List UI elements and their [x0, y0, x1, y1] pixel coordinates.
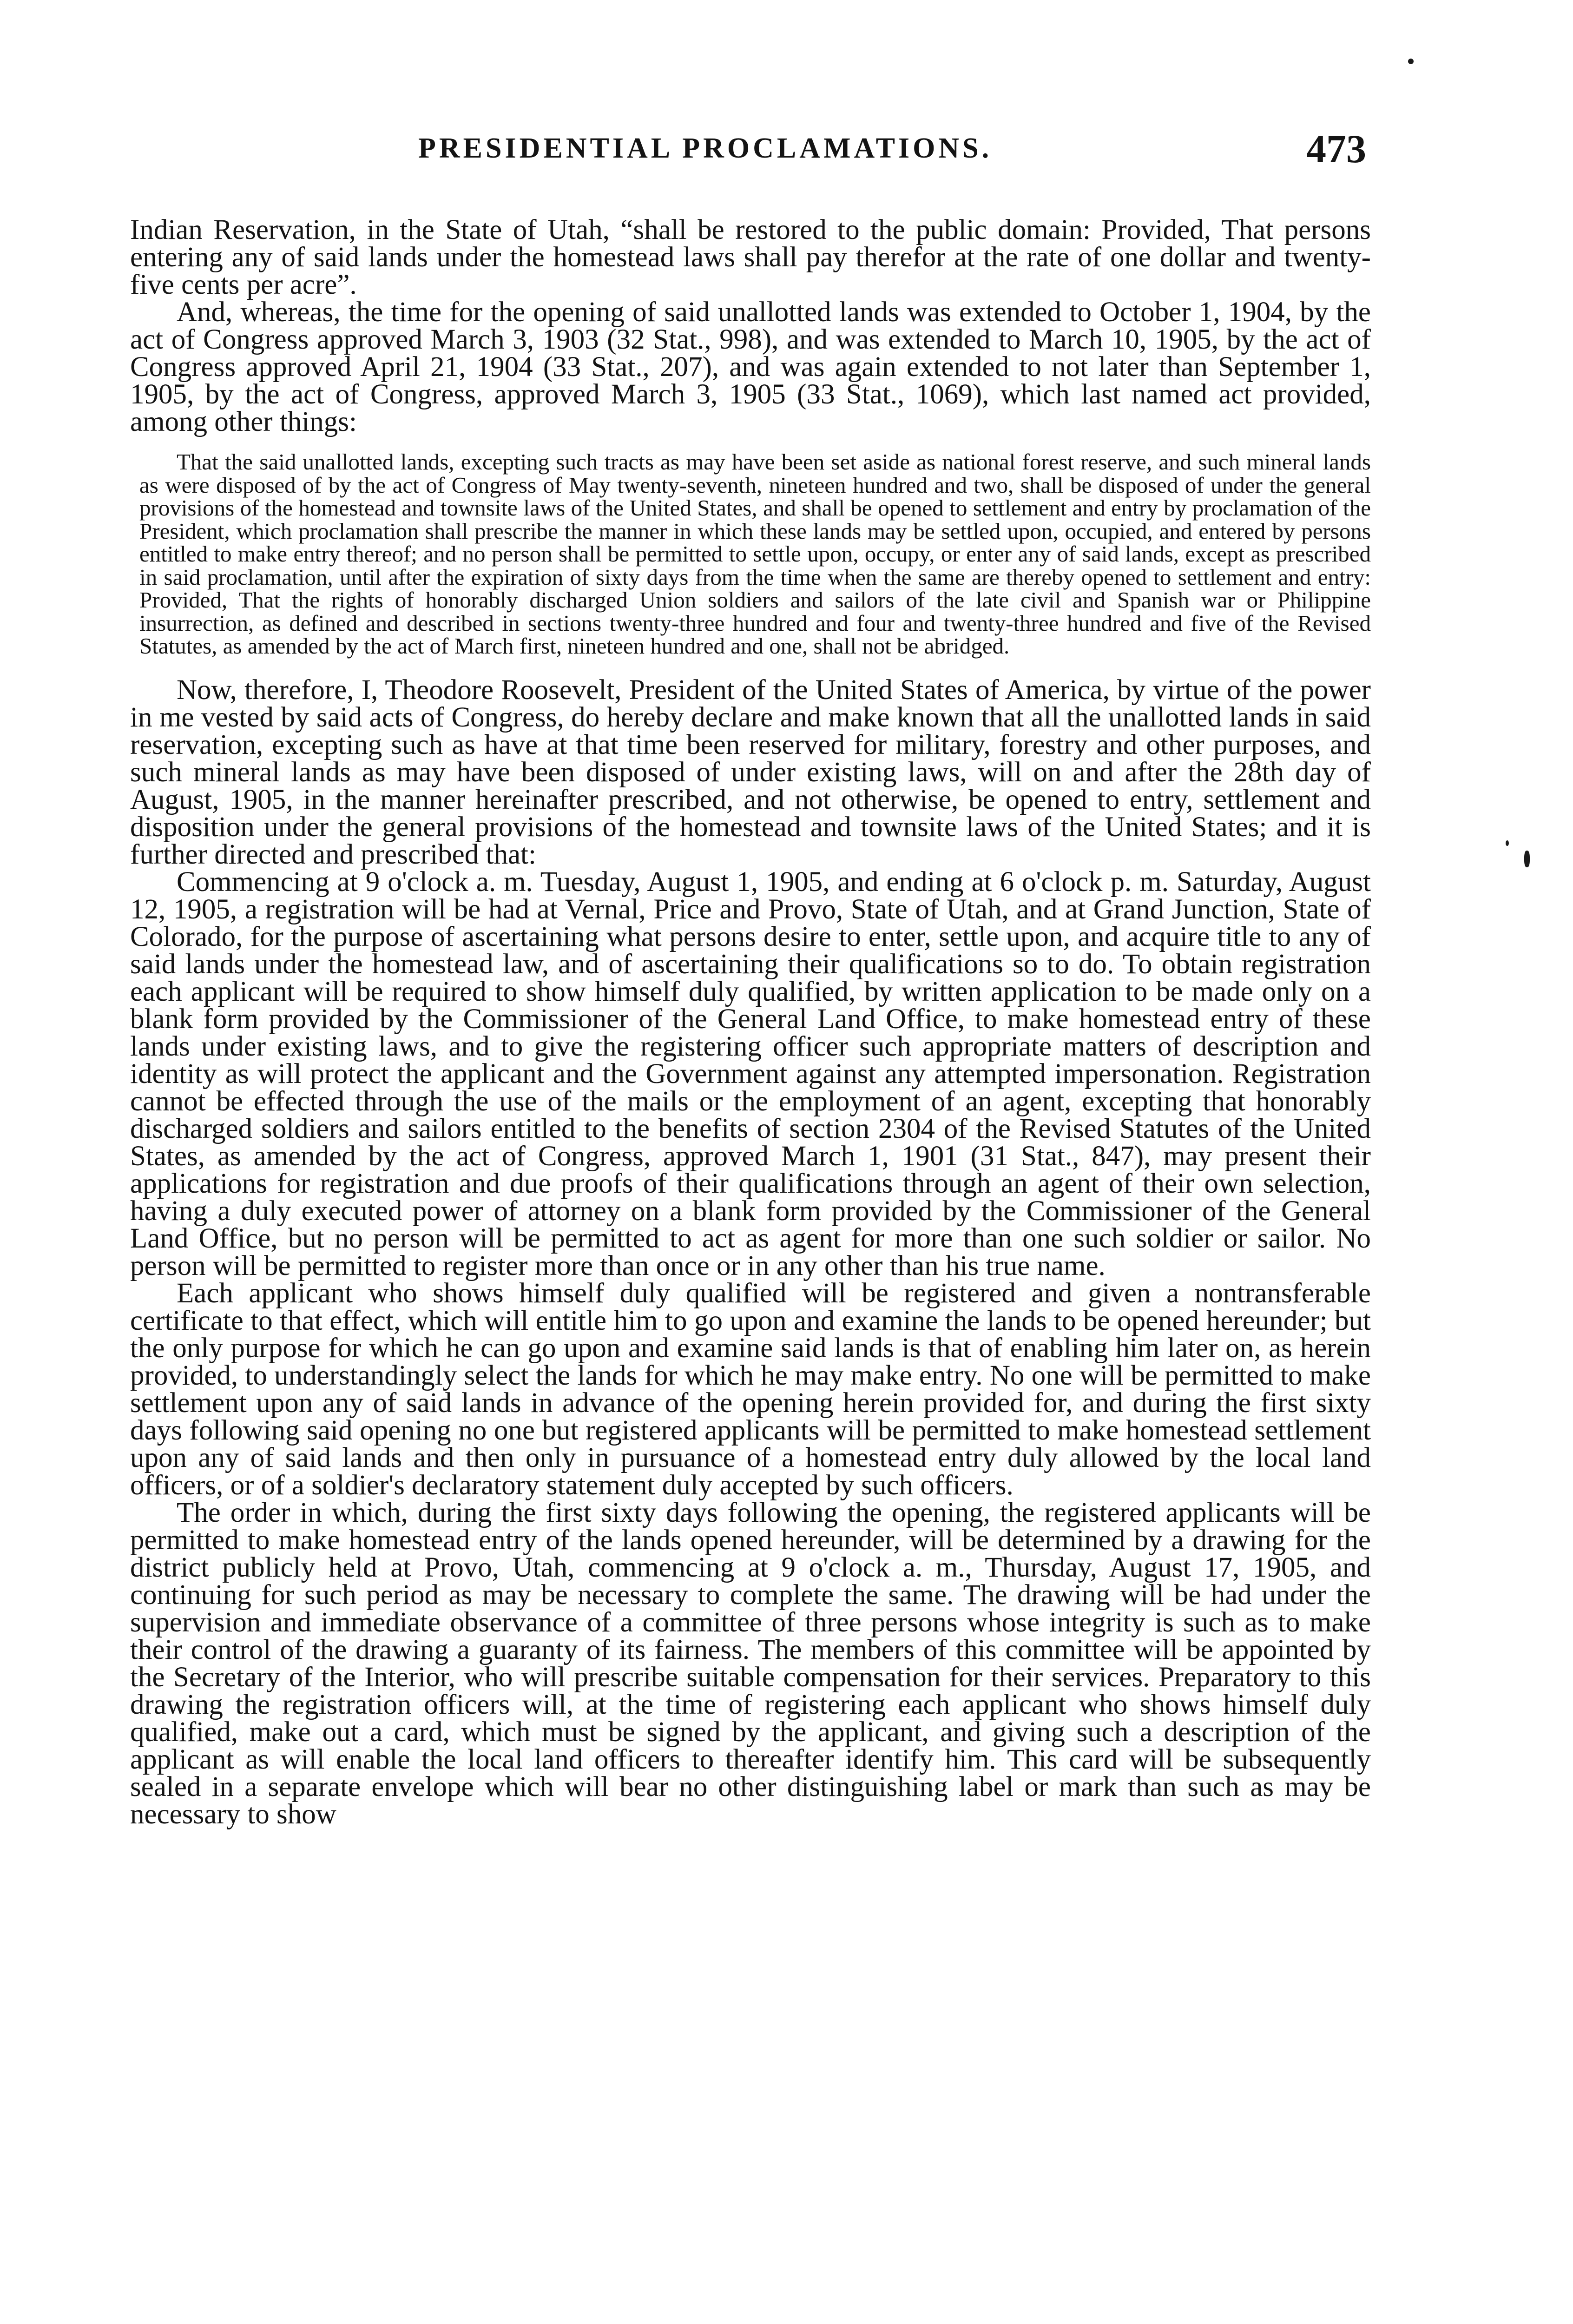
paragraph-continuation: Indian Reservation, in the State of Utah, “shall be restored to the public domain: Provided, That persons entering any of said lands under the homestead laws shall pay therefor at the rate of one dollar and twenty-five cents per acre”. — [130, 214, 1371, 300]
paragraph-certificate: Each applicant who shows himself duly qualified will be registered and given a nontransferable certificate to that effect, which will entitle him to go upon and examine the lands to be opened hereunder; but the only purpose for which he can go upon and examine said lands is that of enabling him later on, as herein provided, to understandingly select the lands for which he may make entry. No one will be permitted to make settlement upon any of said lands in advance of the opening herein provided for, and during the first sixty days following said opening no one but registered applicants will be permitted to make homestead settlement upon any of said lands and then only in pursuance of a homestead entry duly allowed by the local land officers, or of a soldier's declaratory statement duly accepted by such officers. — [130, 1277, 1371, 1501]
paragraph-registration: Commencing at 9 o'clock a. m. Tuesday, August 1, 1905, and ending at 6 o'clock p. m. Saturday, August 12, 1905, a registration will be had at Vernal, Price and Provo, State of Utah, and at Grand Junction, State of Colorado, for the purpose of ascertaining what persons desire to enter, settle upon, and acquire title to any of said lands under the homestead law, and of ascertaining their qualifications so to do. To obtain registration each applicant will be required to show himself duly qualified, by written application to be made only on a blank form provided by the Commissioner of the General Land Office, to make homestead entry of these lands under existing laws, and to give the registering officer such appropriate matters of description and identity as will protect the applicant and the Government against any attempted impersonation. Registration cannot be effected through the use of the mails or the employment of an agent, excepting that honorably discharged soldiers and sailors entitled to the benefits of section 2304 of the Revised Statutes of the United States, as amended by the act of Congress, approved March 1, 1901 (31 Stat., 847), may present their applications for registration and due proofs of their qualifications through an agent of their own selection, having a duly executed power of attorney on a blank form provided by the Commissioner of the General Land Office, but no person will be permitted to act as agent for more than one such soldier or sailor. No person will be permitted to register more than once or in any other than his true name. — [130, 866, 1371, 1281]
body-text — [130, 216, 1371, 1828]
paragraph-drawing-order: The order in which, during the first sixty days following the opening, the registered applicants will be permitted to make homestead entry of the lands opened hereunder, will be determined by a drawing for the district publicly held at Provo, Utah, commencing at 9 o'clock a. m., Thursday, August 17, 1905, and continuing for such period as may be necessary to complete the same. The drawing will be had under the supervision and immediate observance of a committee of three persons whose integrity is such as to make their control of the drawing a guaranty of its fairness. The members of this committee will be appointed by the Secretary of the Interior, who will prescribe suitable compensation for their services. Preparatory to this drawing the registration officers will, at the time of registering each applicant who shows himself duly qualified, make out a card, which must be signed by the applicant, and giving such a description of the applicant as will enable the local land officers to thereafter identify him. This card will be subsequently sealed in a separate envelope which will bear no other distinguishing label or mark than such as may be necessary to show — [130, 1497, 1371, 1830]
page-header — [130, 125, 1366, 177]
ink-speck — [1524, 851, 1530, 867]
page-number: 473 — [1306, 126, 1366, 171]
quoted-act-excerpt: That the said unallotted lands, excepting such tracts as may have been set aside as national forest reserve, and such mineral lands as were disposed of by the act of Congress of May twenty-seventh, nineteen hundred and two, shall be disposed of under the general provisions of the homestead and townsite laws of the United States, and shall be opened to settlement and entry by proclamation of the President, which proclamation shall prescribe the manner in which these lands may be settled upon, occupied, and entered by persons entitled to make entry thereof; and no person shall be permitted to settle upon, occupy, or enter any of said lands, except as prescribed in said proclamation, until after the expiration of sixty days from the time when the same are thereby opened to settlement and entry: Provided, That the rights of honorably discharged Union soldiers and sailors of the late civil and Spanish war or Philippine insurrection, as defined and described in sections twenty-three hundred and four and twenty-three hundred and five of the Revised Statutes, as amended by the act of March first, nineteen hundred and one, shall not be abridged. — [139, 449, 1371, 659]
ink-speck — [1408, 59, 1414, 64]
paragraph-declaration: Now, therefore, I, Theodore Roosevelt, President of the United States of America, by virtue of the power in me vested by said acts of Congress, do hereby declare and make known that all the unallotted lands in said reservation, excepting such as have at that time been reserved for military, forestry and other purposes, and such mineral lands as may have been disposed of under existing laws, will on and after the 28th day of August, 1905, in the manner hereinafter prescribed, and not otherwise, be opened to entry, settlement and disposition under the general provisions of the homestead and townsite laws of the United States; and it is further directed and prescribed that: — [130, 674, 1371, 870]
running-title: PRESIDENTIAL PROCLAMATIONS. — [418, 132, 993, 164]
ink-speck — [1506, 840, 1509, 846]
paragraph-whereas: And, whereas, the time for the opening of said unallotted lands was extended to October 1, 1904, by the act of Congress approved March 3, 1903 (32 Stat., 998), and was extended to March 10, 1905, by the act of Congress approved April 21, 1904 (33 Stat., 207), and was again extended to not later than September 1, 1905, by the act of Congress, approved March 3, 1905 (33 Stat., 1069), which last named act provided, among other things: — [130, 297, 1371, 437]
